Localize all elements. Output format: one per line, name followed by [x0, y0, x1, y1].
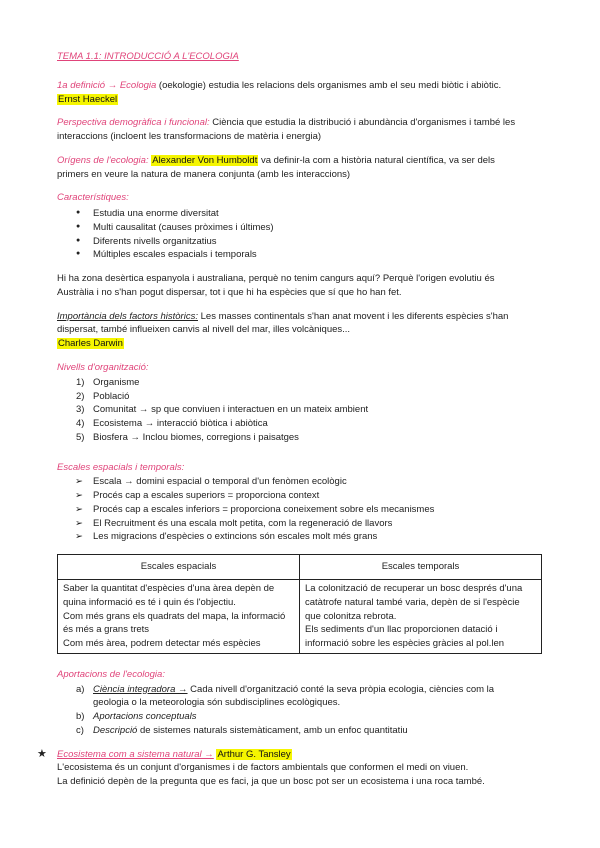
list-item: 4) Ecosistema → interacció biòtica i abiòtica	[76, 418, 268, 430]
ecosystem-line-1: L'ecosistema és un conjunt d'organismes i de factors ambientals que conformen el medi on viuen.	[57, 762, 469, 774]
historical-label: Importància dels factors històrics:	[57, 310, 198, 322]
definition-paragraph	[57, 79, 517, 107]
characteristics-list	[57, 207, 517, 262]
contributions-list	[57, 683, 517, 738]
historical-paragraph	[57, 310, 517, 338]
definition-text: (oekologie) estudia les relacions dels organismes amb el seu medi biòtic i abiòtic.	[156, 79, 502, 91]
table-cell-temporal: La colonització de recuperar un bosc després d'una catàtrofe natural també varia, depèn de si l'espècie que colonitza rebrota. Els sediments d'un llac proporcionen datació i informació sobre les espècies gràcies al pol.len	[300, 579, 542, 653]
arrow-bullet-icon: ➢	[75, 476, 83, 488]
historical-text: Les masses continentals s'han anat movent i les diferents espècies s'han dispersat, també influeixen canvis al nivell del mar, illes volcàniques...	[57, 310, 509, 336]
scales-section	[57, 461, 517, 545]
author-tansley: Arthur G. Tansley	[217, 748, 291, 760]
origins-text: va definir-la com a història natural científica, va ser dels primers en veure la natura de manera conjunta (amb les interaccions)	[57, 154, 495, 180]
list-item: b) Aportacions conceptuals	[76, 711, 197, 723]
arrow-bullet-icon: ➢	[75, 517, 83, 529]
ecosystem-line-2: La definició depèn de la pregunta que es faci, ja que un bosc pot ser un ecosistema i una roca també.	[57, 776, 485, 788]
origins-paragraph	[57, 154, 517, 182]
arrow-bullet-icon: ➢	[75, 531, 83, 543]
page-title: TEMA 1.1: INTRODUCCIÓ A L'ECOLOGIA	[57, 51, 239, 62]
list-item: ➢ El Recruitment és una escala molt petita, com la regeneració de llavors	[75, 517, 393, 529]
author-humboldt: Alexander Von Humboldt	[152, 154, 258, 166]
list-item: ● Estudia una enorme diversitat	[93, 207, 517, 221]
document-page	[37, 50, 523, 789]
list-item: ● Multi causalitat (causes pròximes i últimes)	[93, 221, 517, 235]
arrow-bullet-icon: ➢	[75, 503, 83, 515]
table-header-spatial: Escales espacials	[58, 555, 300, 580]
star-icon: ★	[37, 747, 47, 760]
list-item: 5) Biosfera → Inclou biomes, corregions i paisatges	[76, 431, 299, 443]
list-item: ● Diferents nivells organitzatius	[93, 235, 517, 249]
arrow-bullet-icon: ➢	[75, 490, 83, 502]
list-item: c) Descripció de sistemes naturals sistemàticament, amb un enfoc quantitatiu	[76, 724, 408, 736]
definition-label: 1a definició → Ecologia	[57, 79, 157, 91]
list-item: 3) Comunitat → sp que conviuen i interactuen en un mateix ambient	[76, 404, 369, 416]
levels-section	[57, 361, 517, 445]
scales-table	[57, 554, 542, 654]
list-item: 2) Població	[76, 390, 130, 402]
perspective-paragraph	[57, 116, 517, 144]
author-darwin: Charles Darwin	[58, 338, 123, 350]
levels-list	[57, 376, 517, 445]
list-item: ➢ Escala → domini espacial o temporal d'un fenòmen ecològic	[75, 476, 347, 488]
table-header-temporal: Escales temporals	[300, 555, 542, 580]
perspective-label: Perspectiva demogràfica i funcional:	[57, 117, 210, 129]
perspective-text: Ciència que estudia la distribució i abundància d'organismes i també les interaccions (incloent les transformacions de matèria i energia)	[57, 117, 516, 143]
levels-label: Nivells d'organització:	[57, 362, 149, 374]
list-item: 1) Organisme	[76, 376, 140, 388]
characteristics-section	[57, 191, 517, 262]
ecosystem-label: Ecosistema com a sistema natural →	[57, 748, 214, 760]
contributions-label: Aportacions de l'ecologia:	[57, 668, 165, 680]
list-item: ➢ Procés cap a escales superiors = proporciona context	[75, 490, 320, 502]
list-item: ➢ Les migracions d'espècies o extincions són escales molt més grans	[75, 531, 378, 543]
author-haeckel: Ernst Haeckel	[58, 93, 118, 105]
origins-label: Orígens de l'ecologia:	[57, 154, 149, 166]
contributions-section	[57, 668, 517, 738]
ecosystem-section	[37, 747, 517, 789]
table-cell-spatial: Saber la quantitat d'espècies d'una àrea depèn de quina informació es té i quin és l'objectiu. Com més grans els quadrats del mapa, la informació és més a grans trets Com més àrea, podrem detectar més espècies	[58, 579, 300, 653]
characteristics-label: Característiques:	[57, 192, 129, 204]
scales-list	[57, 475, 517, 544]
kangaroo-paragraph: Hi ha zona desèrtica espanyola i australiana, perquè no tenim cangurs aquí? Perquè l'origen evolutiu és Austràlia i no s'han pogut dispersar, tot i que hi ha espècies que sí que ho han fet.	[57, 273, 495, 298]
list-item: a) Ciència integradora → Cada nivell d'organització conté la seva pròpia ecologia, ciències com la geologia o la meteorologia són subdisciplines ecològiques.	[76, 683, 495, 709]
list-item: ➢ Procés cap a escales inferiors = proporciona coneixement sobre els mecanismes	[75, 503, 435, 515]
scales-label: Escales espacials i temporals:	[57, 461, 185, 473]
historical-section	[57, 310, 517, 351]
list-item: ● Múltiples escales espacials i temporals	[93, 248, 517, 262]
